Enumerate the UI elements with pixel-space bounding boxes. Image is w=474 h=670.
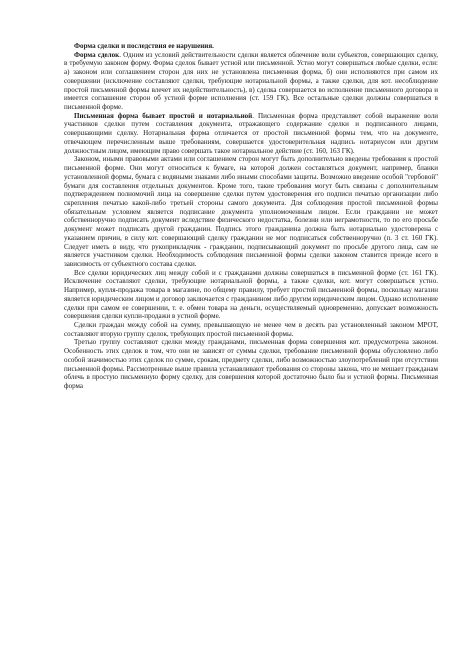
paragraph-additional-requirements: Законом, иными правовыми актами или соглашением сторон могут быть дополнительно введены требования к простой письменной форме. Они могут относиться к бумаге, на которой должен составляться документ, например, бланки установленной формы, бумага с водяными знаками либо иными способами защиты. Возможно введение особой "гербовой" бумаги для составления отдельных документов. Кроме того, такие требования могут быть связаны с дополнительным подтверждением полномочий лица на совершение сделки путем удостоверения его подписи печатью организации либо скрепления печатью какой-либо третьей стороны самого документа. Для соблюдения простой письменной формы обязательным условием является подписание документа уполномоченным лицом. Если гражданин не может собственноручно подписать документ вследствие физического недостатка, болезни или неграмотности, то по его просьбе документ может подписать другой гражданин. Подпись этого гражданина должна быть нотариально удостоверена с указанием причин, в силу кот. совершающий сделку гражданин не мог подписаться собственноручно (п. 3 ст. 160 ГК). Следует иметь в виду, что рукоприкладчик - гражданин, подписывающий документ по просьбе другого лица, сам не является участником сделки. Необходимость соблюдения письменной формы сделки законом ставится прежде всего в зависимость от субъектного состава сделки.	[64, 155, 438, 268]
paragraph-lead: Форма сделок	[74, 50, 120, 59]
paragraph-citizens-deals: Сделки граждан между собой на сумму, превышающую не менее чем в десять раз установленный законом МРОТ, составляют вторую группу сделок, требующих простой письменной формы.	[64, 321, 438, 338]
document-page	[64, 42, 438, 391]
paragraph-text: . Письменная форма представляет собой выражение воли участников сделки путем составления документа, отражающего содержание сделки и подписанного лицами, совершающими сделку. Нотариальная форма отличается от простой письменной формы тем, что на документе, отвечающем перечисленным выше требованиям, совершается удостоверительная надпись нотариусом или другим должностным лицом, имеющим право совершать такое нотариальное действие (ст. 160, 163 ГК).	[64, 111, 438, 155]
document-heading: Форма сделки и последствия ее нарушения.	[74, 42, 214, 50]
paragraph-written-form	[64, 112, 438, 156]
paragraph-third-group: Третью группу составляют сделки между гражданами, письменная форма совершения кот. предусмотрена законом. Особенность этих сделок в том, что они не зависят от суммы сделки, требование письменной формы обусловлено либо особой значимостью этих сделок по сумме, срокам, предмету сделки, либо возможностью злоупотреблений при отсутствии письменной формы. Рассмотренные выше правила устанавливают требования со стороны закона, что не мешает гражданам облечь в простую письменную форму сделку, для совершения которой достаточно было бы и устной формы. Письменная форма	[64, 338, 438, 391]
paragraph-text: . Одним из условий действительности сделки является облечение воли субъектов, совершающих сделку, в требуемую законом форму. Форма сделок бывает устной или письменной. Устно могут совершаться любые сделки, если: а) законом или соглашением сторон для них не установлена письменная форма, б) они исполняются при самом их совершении (исключение составляют сделки, требующие нотариальной формы, а также сделки, для кот. несоблюдение простой письменной формы влечет их недействительность), в) сделка совершается во исполнение письменного договора и имеется соглашение сторон об устной форме исполнения (ст. 159 ГК). Все остальные сделки должны совершаться в письменной форме.	[64, 50, 438, 112]
paragraph-legal-entities: Все сделки юридических лиц между собой и с гражданами должны совершаться в письменной форме (ст. 161 ГК). Исключение составляют сделки, требующие нотариальной формы, а также сделки, кот. могут совершаться устно. Например, купля-продажа товара в магазине, по общему правилу, требует простой письменной формы, поскольку магазин является юридическим лицом и договор заключается с гражданином либо другим юридическим лицом. Однако исполнение сделки при самом ее совершении, т. е. обмен товара на деньги, осуществляемый одновременно, допускает возможность совершения сделки купли-продажи в устной форме.	[64, 268, 438, 321]
paragraph-lead: Письменная форма бывает простой и нотариальной	[74, 111, 253, 120]
paragraph-form-of-deals	[64, 51, 438, 112]
